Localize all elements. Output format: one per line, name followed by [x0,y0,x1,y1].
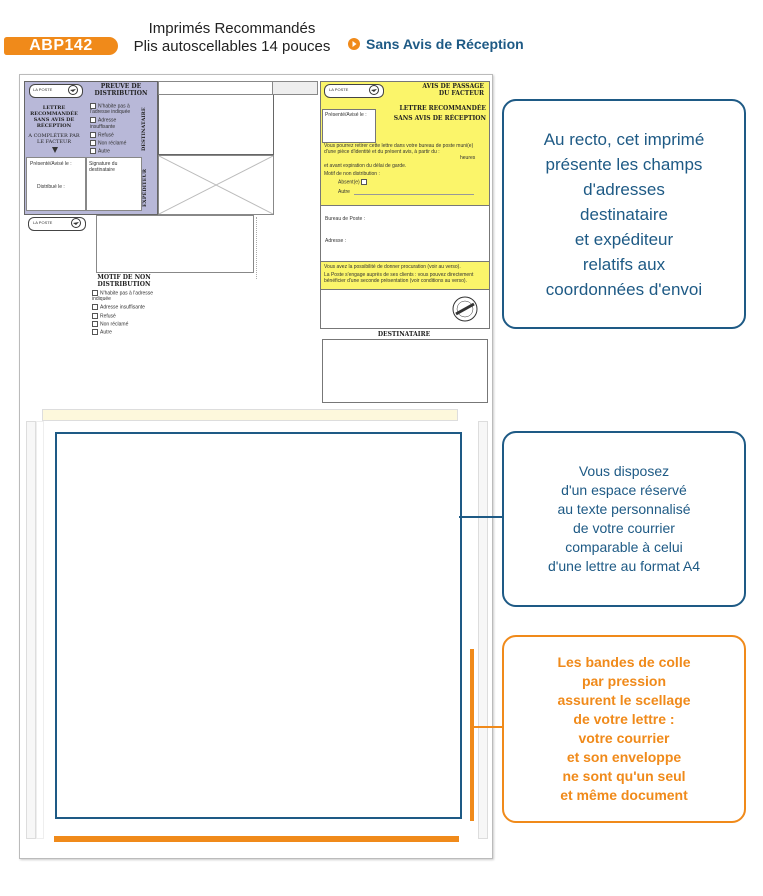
callout-recto-line: coordonnées d'envoi [545,279,703,299]
proof-title: PREUVE DE DISTRIBUTION [94,83,148,97]
absent-checkbox[interactable] [361,179,367,185]
notice-motif: Motif de non distribution : [324,171,380,177]
procuration-section [320,261,490,291]
logo-text: LA POSTE [33,87,53,92]
non-distribution-title: MOTIF DE NON DISTRIBUTION [97,274,151,288]
product-code: ABP142 [29,37,93,54]
la-poste-logo-3 [324,84,384,98]
right-glue-strip [478,421,488,839]
left-glue-strip-2 [36,421,44,839]
callout-recto-line: destinataire [580,204,668,224]
procuration-text: Vous avez la possibilité de donner procuration (voir au verso). [324,264,461,270]
notice-presented-box [322,109,376,143]
callout-colle-line: et son enveloppe [566,749,682,765]
product-code-badge [4,37,118,55]
checkbox-item[interactable]: Adresse insuffisante [90,117,117,130]
bureau-section [320,205,490,263]
notice-hours: heures [460,155,476,161]
notice-expiration: et avant expiration du délai de garde. [324,163,407,169]
notice-title: AVIS DE PASSAGE DU FACTEUR [422,83,484,97]
callout-espace-line: de votre courrier [573,520,675,536]
callout-recto-line: Au recto, cet imprimé [543,129,705,149]
bird-logo-icon [70,218,82,228]
callout-recto-line: relatifs aux [582,254,666,274]
callout-colle-line: de votre lettre : [573,711,675,727]
signature-label: Signature du destinataire [89,161,118,173]
callout-colle-line: et même document [560,787,688,803]
connector-line-colle [470,726,504,728]
callout-espace-line: d'une lettre au format A4 [547,558,701,574]
recipient-box-right [322,339,488,403]
presented-label: Présenté/Avisé le : [30,161,72,167]
notice-letter-type: LETTRE RECOMMANDÉE [399,105,486,112]
notice-absent: Absent(e) [338,179,369,185]
destinataire-vertical-label: DESTINATAIRE [141,107,147,151]
signature-box [86,157,142,211]
bird-logo-icon [67,85,79,95]
bird-logo-icon [368,85,380,95]
la-poste-logo-2 [28,217,86,231]
down-arrow-icon [51,146,59,154]
callout-recto-line: et expéditeur [574,229,674,249]
callout-colle-line: ne sont qu'un seul [562,768,686,784]
callout-colle [502,635,746,823]
callout-recto-line: présente les champs [545,154,703,174]
top-cream-strip [42,409,458,421]
product-title-line2: Plis autoscellables 14 pouces [133,38,331,55]
document-sheet [19,74,493,859]
callout-recto [502,99,746,329]
notice-no-ack: SANS AVIS DE RÉCEPTION [393,115,486,122]
address-window [96,215,254,273]
callout-espace-line: Vous disposez [578,463,670,479]
window-vertical-text [256,217,263,279]
callout-colle-line: assurent le scellage [557,692,691,708]
proof-letter-type: LETTRE RECOMMANDÉE SANS AVIS DE RÉCEPTION [30,105,78,129]
presented-box [26,157,86,211]
callout-colle-line: Les bandes de colle [557,654,691,670]
recipient-address-box [158,93,274,155]
letter-text-area [55,432,462,819]
option-label [348,36,524,52]
checkbox-item[interactable]: Non réclamé [90,140,138,146]
delivered-label: Distribué le : [37,184,65,190]
arrow-circle-icon [348,38,360,50]
notice-other-line [354,194,474,195]
bureau-label: Bureau de Poste : [325,216,366,222]
callout-espace-line: d'un espace réservé [561,482,687,498]
proof-checkbox-list [90,103,138,155]
stamp-seal-icon [451,295,479,323]
sender-address-box [158,155,274,215]
stamp-box [320,289,490,329]
glue-bar-right [470,649,474,821]
glue-bar-bottom [54,836,459,842]
notice-withdraw-text: Vous pourrez retirer cette lettre dans votre bureau de poste muni(e) d'une pièce d'identité et du présent avis, à partir du : [324,143,474,155]
top-grey-strip [158,81,274,95]
logo-text: LA POSTE [329,87,349,92]
notice-other: Autre [338,189,350,195]
product-title-line1: Imprimés Recommandés [148,20,316,37]
callout-recto-line: d'adresses [583,179,665,199]
callout-colle-line: votre courrier [578,730,670,746]
callout-espace-line: comparable à celui [565,539,683,555]
checkbox-item[interactable]: N'habite pas à l'adresse indiquée [92,290,154,303]
callout-colle-line: par pression [581,673,666,689]
option-label-text: Sans Avis de Réception [366,36,524,52]
callout-espace-line: au texte personnalisé [557,501,691,517]
logo-text: LA POSTE [33,220,53,225]
product-title [122,20,342,56]
la-poste-logo [29,84,83,98]
expediteur-vertical-label: EXPÉDITEUR [142,169,148,207]
engagement-text: La Poste s'engage auprès de ses clients : vous pouvez directement bénéficier d'une seconde présentation (voir conditions au verso). [324,272,474,284]
cross-placeholder [159,156,273,214]
top-grey-strip-2 [272,81,318,95]
checkbox-item[interactable]: N'habite pas à l'adresse indiquée [90,103,131,116]
connector-line-espace [459,516,503,518]
checkbox-item[interactable]: Autre [90,148,138,154]
proof-complete-label: A COMPLÉTER PAR LE FACTEUR [28,133,80,145]
recipient-title: DESTINATAIRE [377,331,431,338]
left-glue-strip [26,421,36,839]
callout-espace [502,431,746,607]
address-label: Adresse : [325,238,347,244]
checkbox-item[interactable]: Autre [92,329,156,335]
checkbox-item[interactable]: Non réclamé [92,321,156,327]
non-distribution-list [92,290,156,336]
checkbox-item[interactable]: Adresse insuffisante [92,304,156,310]
checkbox-item[interactable]: Refusé [90,132,138,138]
checkbox-item[interactable]: Refusé [92,313,156,319]
notice-presented-label: Présenté/Avisé le : [325,112,367,118]
